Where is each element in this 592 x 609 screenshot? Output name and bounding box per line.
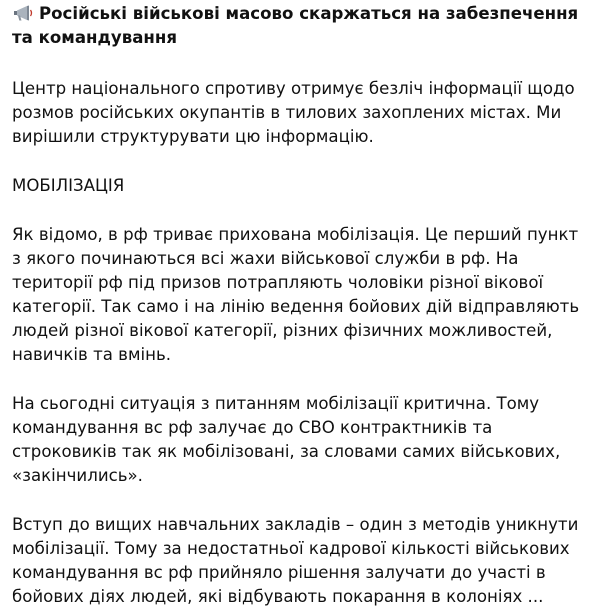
post-title — [12, 2, 580, 50]
post-title-text: Російські військові масово скаржаться на забезпечення та командування — [12, 4, 579, 47]
post-paragraph: На сьогодні ситуація з питанням мобілізації критична. Тому командування вс рф залучає до СВО контрактників та строковиків так як мобілізовані, за словами самих військових, «закінчились». — [12, 394, 561, 485]
post-section-heading: МОБІЛІЗАЦІЯ — [12, 176, 125, 195]
post-paragraph-intro: Центр національного спротиву отримує безліч інформації щодо розмов російських окупантів в тилових захоплених містах. Ми вирішили структурувати цю інформацію. — [12, 79, 575, 146]
megaphone-icon — [12, 4, 34, 22]
post-paragraph: Як відомо, в рф триває прихована мобілізація. Це перший пункт з якого починаються всі жахи військової служби в рф. На території рф під призов потрапляють чоловіки різної вікової категорії. Так само і на лінію ведення бойових дій відправляють людей різної вікової категорії, різних фізичних можливостей, навичків та вмінь. — [12, 225, 580, 364]
post-paragraph: Вступ до вищих навчальних закладів – один з методів уникнути мобілізації. Тому за недостатньої кадрової кількості військових командування вс рф прийняло рішення залучати до участі в бойових діях людей, які відбувають покарання в колоніях ... — [12, 515, 579, 606]
